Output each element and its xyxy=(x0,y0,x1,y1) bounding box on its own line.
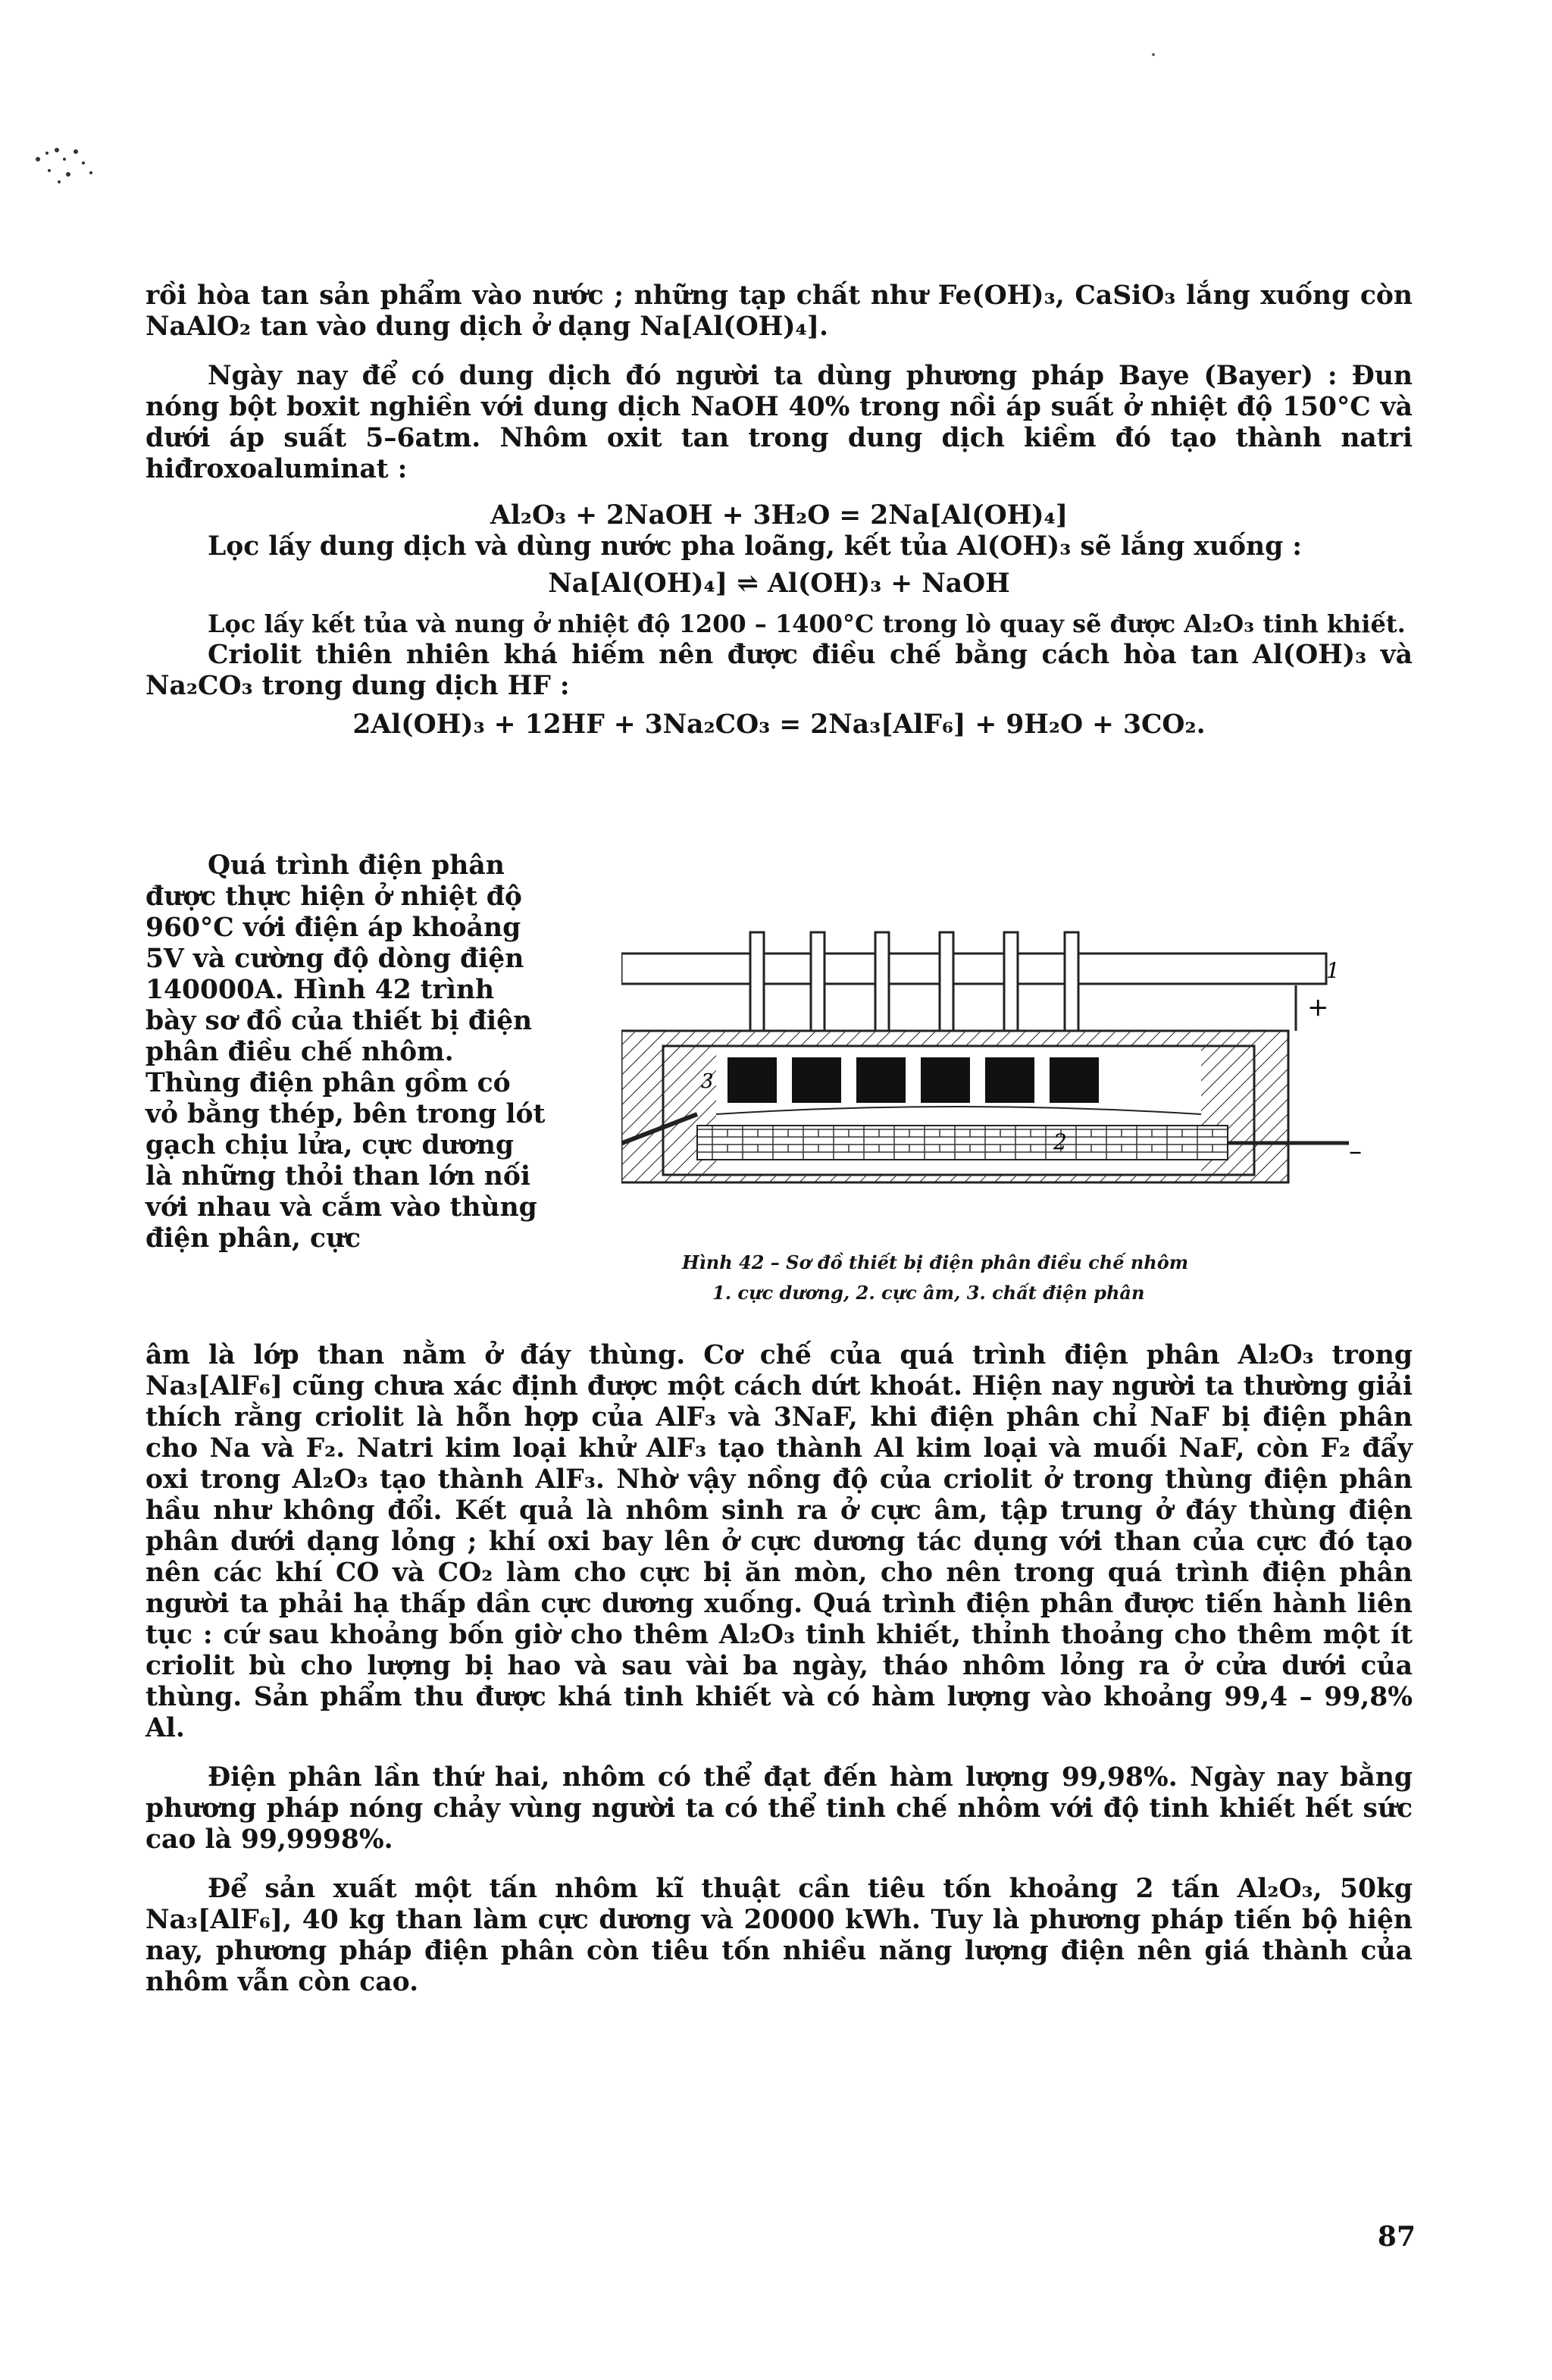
label-2: 2 xyxy=(1053,1129,1067,1154)
electrolysis-cell-figure xyxy=(621,925,1379,1251)
equation-2: Na[Al(OH)₄] ⇌ Al(OH)₃ + NaOH xyxy=(548,568,1010,599)
text-top xyxy=(146,280,1413,741)
paragraph-8: Điện phân lần thứ hai, nhôm có thể đạt đến hàm lượng 99,98%. Ngày nay bằng phương pháp nóng chảy vùng người ta có thể tinh chế nhôm với độ tinh khiết hết sức cao là 99,9998%. xyxy=(146,1762,1413,1855)
label-3: 3 xyxy=(701,1070,714,1093)
equation-3: 2Al(OH)₃ + 12HF + 3Na₂CO₃ = 2Na₃[AlF₆] + 9H₂O + 3CO₂. xyxy=(352,709,1206,740)
page-number: 87 xyxy=(1377,2221,1416,2253)
text-bottom xyxy=(146,1340,1413,1998)
label-minus: – xyxy=(1349,1136,1362,1167)
paragraph-7: âm là lớp than nằm ở đáy thùng. Cơ chế của quá trình điện phân Al₂O₃ trong Na₃[AlF₆] cũng chưa xác định được một cách dứt khoát. Hiện nay người ta thường giải thích rằng criolit là hỗn hợp của AlF₃ và 3NaF, khi điện phân chỉ NaF bị điện phân cho Na và F₂. Natri kim loại khử AlF₃ tạo thành Al kim loại và muối NaF, còn F₂ đẩy oxi trong Al₂O₃ tạo thành AlF₃. Nhờ vậy nồng độ của criolit ở trong thùng điện phân hầu như không đổi. Kết quả là nhôm sinh ra ở cực âm, tập trung ở đáy thùng điện phân dưới dạng lỏng ; khí oxi bay lên ở cực dương tác dụng với than của cực đó tạo nên các khí CO và CO₂ làm cho cực bị ăn mòn, cho nên trong quá trình điện phân người ta phải hạ thấp dần cực dương xuống. Quá trình điện phân được tiến hành liên tục : cứ sau khoảng bốn giờ cho thêm Al₂O₃ tinh khiết, thỉnh thoảng cho thêm một ít criolit bù cho lượng bị hao và sau vài ba ngày, tháo nhôm lỏng ra ở cửa dưới của thùng. Sản phẩm thu được khá tinh khiết và có hàm lượng vào khoảng 99,4 – 99,8% Al. xyxy=(146,1340,1413,1743)
label-1: 1 xyxy=(1326,958,1340,983)
paragraph-3: Lọc lấy dung dịch và dùng nước pha loãng, kết tủa Al(OH)₃ sẽ lắng xuống : xyxy=(208,531,1303,562)
paragraph-4: Lọc lấy kết tủa và nung ở nhiệt độ 1200 – 1400°C trong lò quay sẽ được Al₂O₃ tinh khiết. xyxy=(208,609,1406,638)
paragraph-5: Criolit thiên nhiên khá hiếm nên được điều chế bằng cách hòa tan Al(OH)₃ và Na₂CO₃ trong dung dịch HF : xyxy=(146,640,1413,701)
paragraph-2: Ngày nay để có dung dịch đó người ta dùng phương pháp Baye (Bayer) : Đun nóng bột boxit nghiền với dung dịch NaOH 40% trong nồi áp suất ở nhiệt độ 150°C và dưới áp suất 5–6atm. Nhôm oxit tan trong dung dịch kiềm đó tạo thành natri hiđroxoaluminat : xyxy=(146,361,1413,484)
figure-caption-2: 1. cực dương, 2. cực âm, 3. chất điện phân xyxy=(712,1282,1145,1304)
equation-1: Al₂O₃ + 2NaOH + 3H₂O = 2Na[Al(OH)₄] xyxy=(490,500,1069,531)
scan-dot xyxy=(1152,53,1155,56)
paragraph-1: rồi hòa tan sản phẩm vào nước ; những tạp chất như Fe(OH)₃, CaSiO₃ lắng xuống còn NaAlO₂ tan vào dung dịch ở dạng Na[Al(OH)₄]. xyxy=(146,280,1413,342)
figure-caption-1: Hình 42 – Sơ đồ thiết bị điện phân điều chế nhôm xyxy=(682,1251,1189,1273)
label-plus: + xyxy=(1307,992,1329,1022)
text-beside-figure xyxy=(146,850,547,1254)
paragraph-9: Để sản xuất một tấn nhôm kĩ thuật cần tiêu tốn khoảng 2 tấn Al₂O₃, 50kg Na₃[AlF₆], 40 kg than làm cực dương và 20000 kWh. Tuy là phương pháp tiến bộ hiện nay, phương pháp điện phân còn tiêu tốn nhiều năng lượng điện nên giá thành của nhôm vẫn còn cao. xyxy=(146,1874,1413,1997)
scan-stamp-mark xyxy=(23,129,114,212)
paragraph-6: Quá trình điện phân được thực hiện ở nhiệt độ 960°C với điện áp khoảng 5V và cường độ dòng điện 140000A. Hình 42 trình bày sơ đồ của thiết bị điện phân điều chế nhôm. Thùng điện phân gồm có vỏ bằng thép, bên trong lót gạch chịu lửa, cực dương là những thỏi than lớn nối với nhau và cắm vào thùng điện phân, cực xyxy=(146,850,546,1254)
